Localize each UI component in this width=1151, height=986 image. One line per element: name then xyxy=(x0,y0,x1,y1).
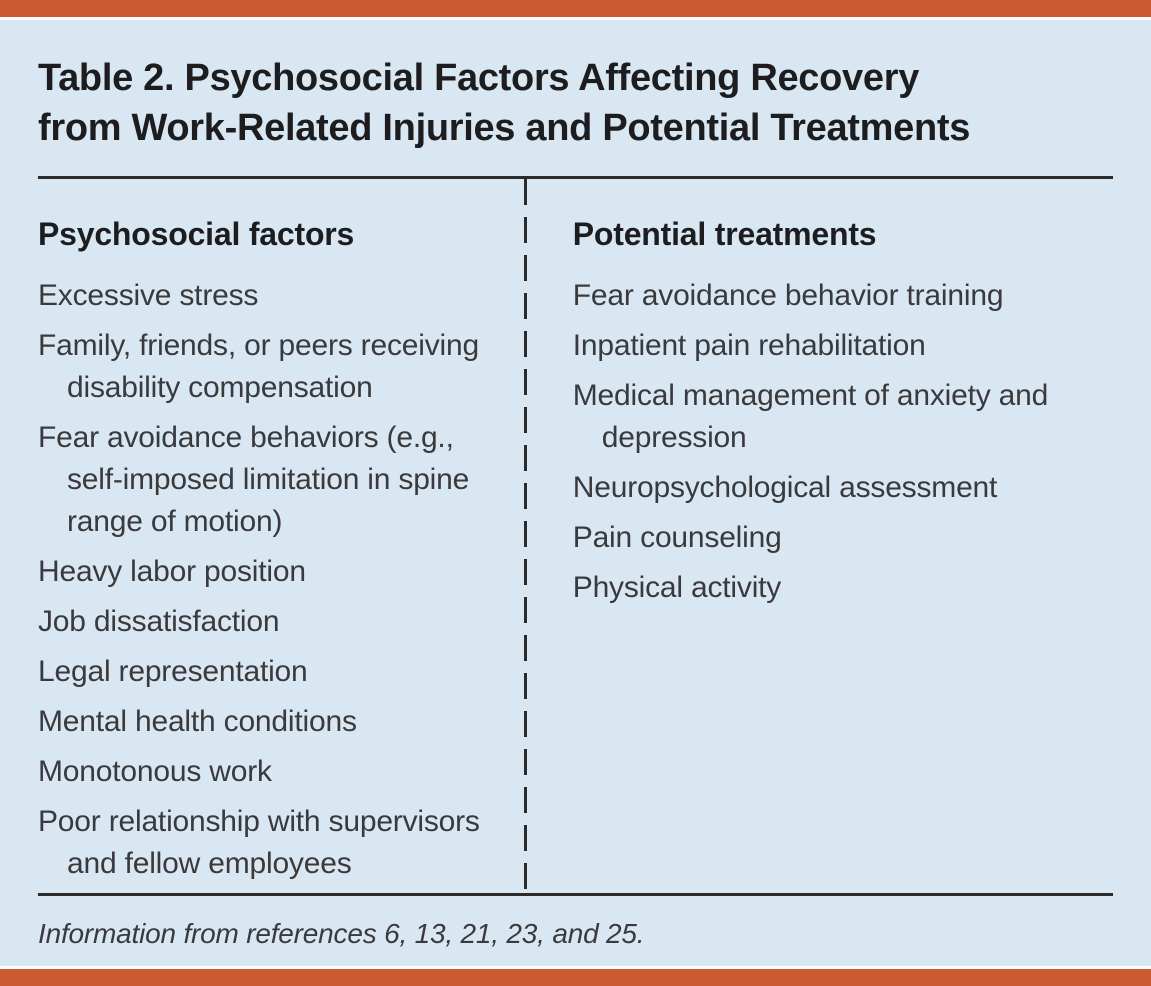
table-title-line2: from Work-Related Injuries and Potential Treatments xyxy=(38,107,971,149)
list-item: Mental health conditions xyxy=(38,705,357,738)
list-item: Fear avoidance behavior training xyxy=(572,279,1004,312)
top-accent-bar xyxy=(0,0,1151,17)
list-item: Monotonous work xyxy=(38,755,272,788)
list-item: Heavy labor position xyxy=(38,555,306,588)
list-item: Medical management of anxiety and depression xyxy=(572,379,1049,454)
bottom-rule xyxy=(38,893,1113,896)
list-item: Inpatient pain rehabilitation xyxy=(572,329,926,362)
column-psychosocial-factors xyxy=(38,179,524,893)
table-panel xyxy=(0,20,1151,966)
psychosocial-factors-list xyxy=(38,275,500,885)
column-potential-treatments xyxy=(527,179,1113,893)
list-item: Physical activity xyxy=(572,571,782,604)
list-item: Excessive stress xyxy=(38,279,259,312)
source-footnote: Information from references 6, 13, 21, 23, and 25. xyxy=(38,918,645,949)
table-title xyxy=(38,20,1113,153)
list-item: Fear avoidance behaviors (e.g., self-imposed limitation in spine range of motion) xyxy=(38,421,470,538)
column-header-potential-treatments: Potential treatments xyxy=(572,216,877,252)
list-item: Legal representation xyxy=(38,655,308,688)
bottom-accent-bar xyxy=(0,969,1151,986)
list-item: Job dissatisfaction xyxy=(38,605,280,638)
list-item: Pain counseling xyxy=(572,521,782,554)
list-item: Neuropsychological assessment xyxy=(572,471,998,504)
column-header-psychosocial-factors: Psychosocial factors xyxy=(38,216,355,252)
table-title-line1: Table 2. Psychosocial Factors Affecting Recovery xyxy=(38,57,920,99)
list-item: Poor relationship with supervisors and fellow employees xyxy=(38,805,480,880)
table-body xyxy=(38,179,1113,893)
list-item: Family, friends, or peers receiving disability compensation xyxy=(38,329,479,404)
potential-treatments-list xyxy=(573,275,1113,609)
